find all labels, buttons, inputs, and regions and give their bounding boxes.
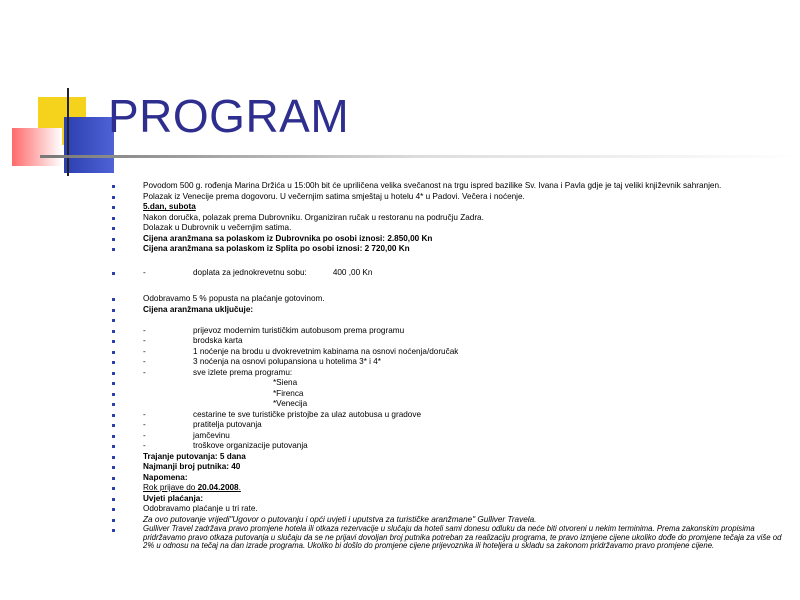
list-item: - cestarine te sve turističke pristojbe za ulaz autobusa u gradove: [110, 410, 790, 421]
list-item: - troškove organizacije putovanja: [110, 441, 790, 452]
list-item: - 3 noćenja na osnovi polupansiona u hotelima 3* i 4*: [110, 357, 790, 368]
page-title: PROGRAM: [108, 90, 350, 142]
list-item: [110, 315, 790, 326]
list-item: - pratitelja putovanja: [110, 420, 790, 431]
list-item: Najmanji broj putnika: 40: [110, 462, 790, 473]
list-item: *Firenca: [110, 389, 790, 400]
list-item: Nakon doručka, polazak prema Dubrovniku. Organiziran ručak u restoranu na području Zadra.: [110, 213, 790, 224]
list-item: - brodska karta: [110, 336, 790, 347]
list-item: - sve izlete prema programu:: [110, 368, 790, 379]
list-item: Trajanje putovanja: 5 dana: [110, 452, 790, 463]
list-item: Odobravamo plaćanje u tri rate.: [110, 504, 790, 515]
red-square-decoration: [12, 128, 62, 166]
list-item: - 1 noćenje na brodu u dvokrevetnim kabinama na osnovi noćenja/doručak: [110, 347, 790, 358]
vertical-line-decoration: [67, 88, 69, 176]
list-item: Povodom 500 g. rođenja Marina Držića u 15:00h bit će upriličena velika svečanost na trgu ispred bazilike Sv. Ivana i Pavla gdje je taj veliki književnik sahranjen.: [110, 181, 790, 192]
horizontal-rule: [40, 155, 800, 158]
list-item: - doplata za jednokrevetnu sobu: 400 ,00 Kn: [110, 268, 790, 279]
list-item: *Siena: [110, 378, 790, 389]
program-list: [110, 181, 790, 551]
list-item: Cijena aranžmana sa polaskom iz Dubrovnika po osobi iznosi: 2.850,00 Kn: [110, 234, 790, 245]
list-item: Cijena aranžmana uključuje:: [110, 305, 790, 316]
list-item: Polazak iz Venecije prema dogovoru. U večernjim satima smještaj u hotelu 4* u Padovi. Večera i noćenje.: [110, 192, 790, 203]
blue-square-decoration: [64, 117, 114, 173]
list-item: - jamčevinu: [110, 431, 790, 442]
list-item: *Venecija: [110, 399, 790, 410]
list-item: 5.dan, subota: [110, 202, 790, 213]
list-item: Napomena:: [110, 473, 790, 484]
list-item: Rok prijave do 20.04.2008.: [110, 483, 790, 494]
list-item: Dolazak u Dubrovnik u večernjim satima.: [110, 223, 790, 234]
list-item: - prijevoz modernim turističkim autobusom prema programu: [110, 326, 790, 337]
list-item: Cijena aranžmana sa polaskom iz Splita po osobi iznosi: 2 720,00 Kn: [110, 244, 790, 255]
list-item: Odobravamo 5 % popusta na plaćanje gotovinom.: [110, 294, 790, 305]
list-item: Gulliver Travel zadržava pravo promjene hotela ili otkaza rezervacije u slučaju da hoteli sami donesu odluku da neće biti otvoreni u nekim terminima. Prema zakonskim propisima pridržavamo pravo otkaza putovanja u slučaju da se ne prijavi dovoljan broj putnika potreban za realizaciju programa, te pravo izmjene cijene ukoliko dođe do promjene tečaja za više od 2% u odnosu na tečaj na dan izrade programa. Ukoliko bi došlo do promjene cijene prijevoznika ili hoteljera u skladu sa zakonom pridržavamo pravo promjene cijene.: [110, 525, 790, 551]
list-item: Uvjeti plaćanja:: [110, 494, 790, 505]
list-item: Za ovo putovanje vrijedi"Ugovor o putovanju i opći uvjeti i uputstva za turističke aranžmane" Gulliver Travela.: [110, 515, 790, 526]
